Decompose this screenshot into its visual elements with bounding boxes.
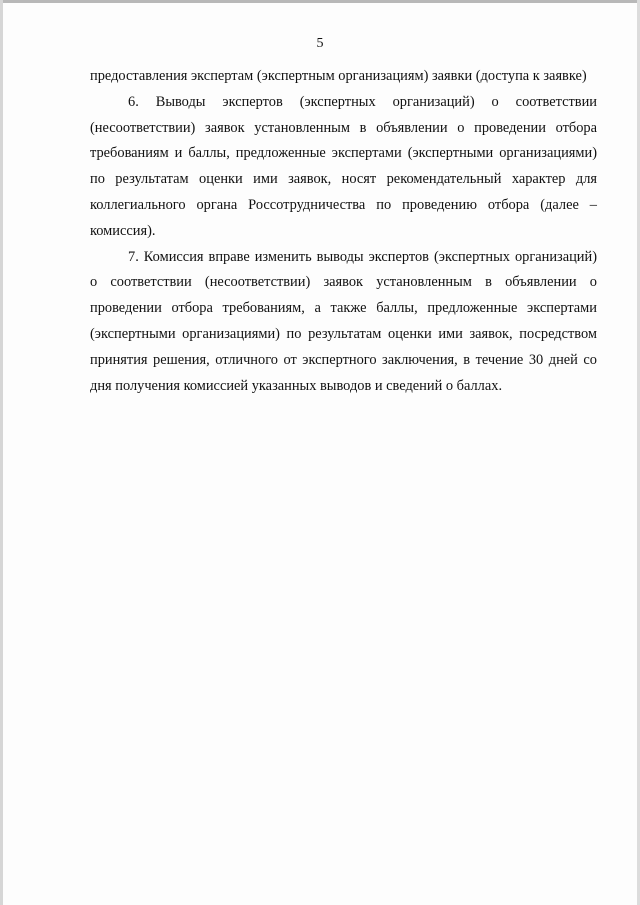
paragraph-item-7: 7. Комиссия вправе изменить выводы экспертов (экспертных организаций) о соответствии (несоответствии) заявок установленным в объявлении о проведении отбора требованиям, а также баллы, предложенные экспертами (экспертными организациями) по результатам оценки ими заявок, посредством принятия решения, отличного от экспертного заключения, в течение 30 дней со дня получения комиссией указанных выводов и сведений о баллах. [90, 248, 597, 394]
page-number: 5 [316, 36, 324, 51]
document-body [90, 64, 597, 399]
paragraph-continuation: предоставления экспертам (экспертным организациям) заявки (доступа к заявке) [90, 68, 587, 84]
scan-edge-top [0, 0, 640, 3]
scan-edge-left [0, 0, 3, 905]
paragraph-item-6: 6. Выводы экспертов (экспертных организаций) о соответствии (несоответствии) заявок установленным в объявлении о проведении отбора требованиям и баллы, предложенные экспертами (экспертными организациями) по результатам оценки ими заявок, носят рекомендательный характер для коллегиального органа Россотрудничества по проведению отбора (далее – комиссия). [90, 93, 597, 239]
